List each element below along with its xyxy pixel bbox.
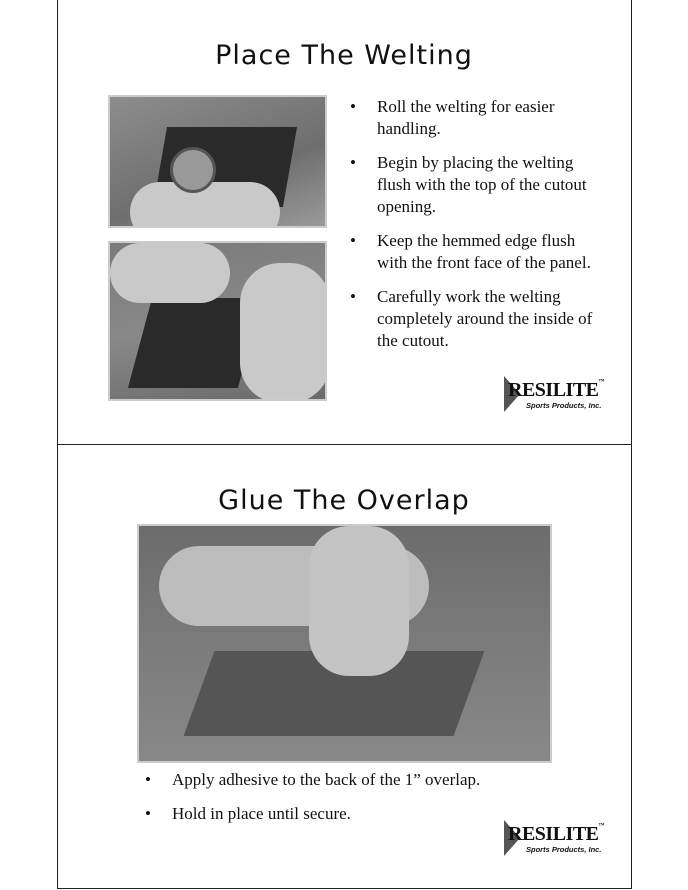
slide-1-title: Place The Welting	[215, 40, 473, 71]
resilite-logo: RESILITE™ Sports Products, Inc.	[504, 374, 604, 418]
bullet-item: • Begin by placing the welting flush with the top of the cutout opening.	[350, 152, 600, 218]
slide-2-bullets	[145, 769, 565, 837]
photo-gluing-overlap	[137, 524, 552, 763]
photo-placing-welting	[108, 241, 327, 401]
bullet-item: • Apply adhesive to the back of the 1” overlap.	[145, 769, 565, 791]
bullet-item: • Hold in place until secure.	[145, 803, 565, 825]
slide-1-bullets	[350, 96, 600, 364]
resilite-logo: RESILITE™ Sports Products, Inc.	[504, 818, 604, 862]
photo-rolled-welting	[108, 95, 327, 228]
slide-2-title: Glue The Overlap	[218, 485, 470, 516]
bullet-item: • Keep the hemmed edge flush with the front face of the panel.	[350, 230, 600, 274]
bullet-item: • Carefully work the welting completely around the inside of the cutout.	[350, 286, 600, 352]
slide-divider	[57, 444, 631, 445]
bullet-item: • Roll the welting for easier handling.	[350, 96, 600, 140]
